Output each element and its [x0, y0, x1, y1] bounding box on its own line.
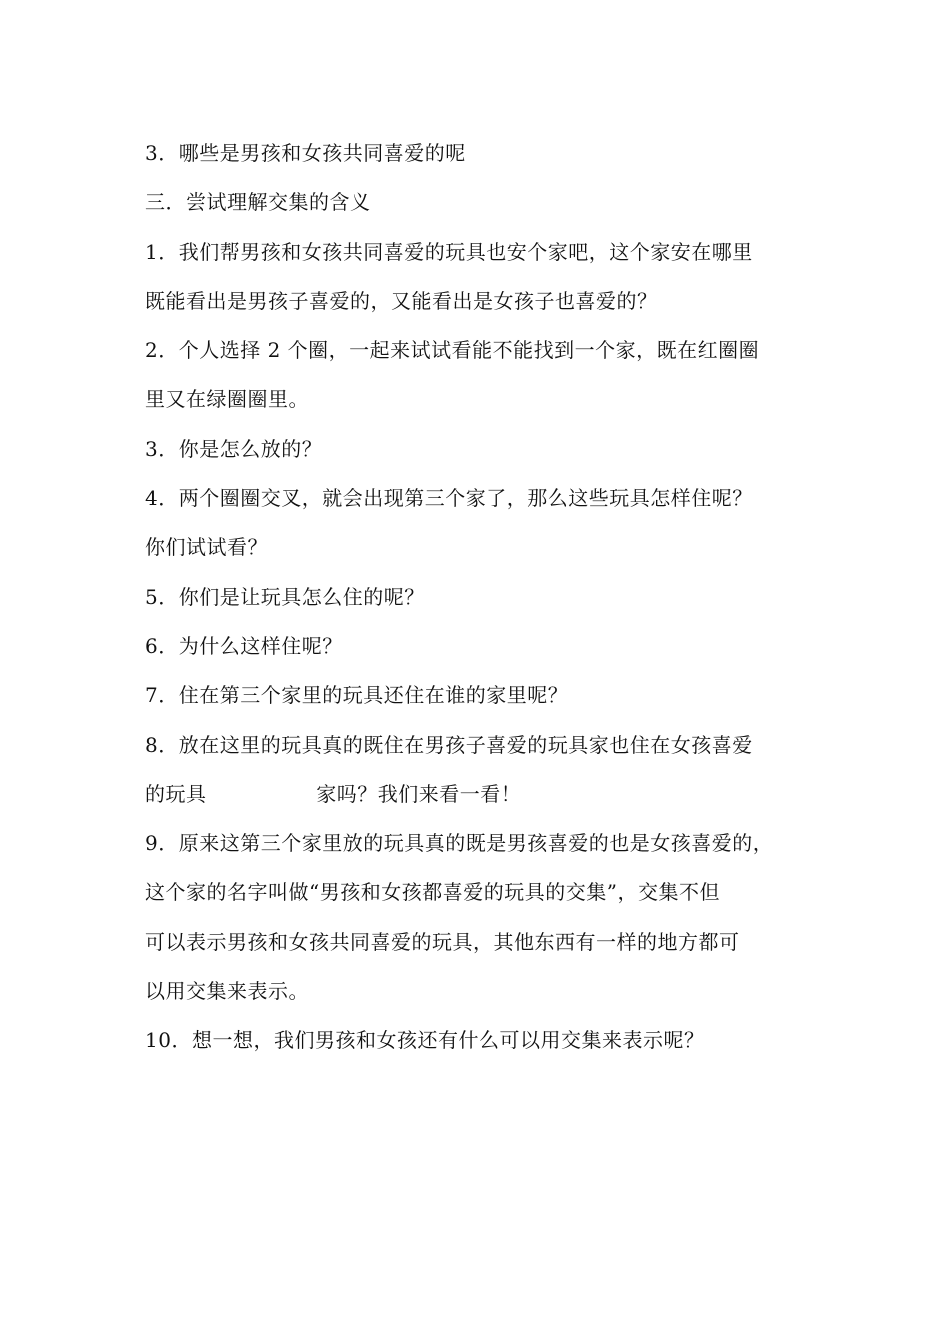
section-heading: 三．尝试理解交集的含义	[145, 190, 371, 215]
item-9-line-4: 以用交集来表示。	[145, 979, 309, 1004]
item-2-line-2: 里又在绿圈圈里。	[145, 387, 309, 412]
item-1-line-2: 既能看出是男孩子喜爱的，又能看出是女孩子也喜爱的？	[145, 288, 658, 313]
item-6-line: 6．为什么这样住呢？	[145, 633, 343, 658]
item-8-line-1: 8．放在这里的玩具真的既住在男孩子喜爱的玩具家也住在女孩喜爱	[145, 732, 753, 757]
item-8-line-2: 的玩具 家吗？我们来看一看！	[145, 781, 522, 806]
item-7-line: 7．住在第三个家里的玩具还住在谁的家里呢？	[145, 683, 569, 708]
item-5-line: 5．你们是让玩具怎么住的呢？	[145, 584, 425, 609]
item-9-line-3: 可以表示男孩和女孩共同喜爱的玩具，其他东西有一样的地方都可	[145, 929, 740, 954]
item-4-line-1: 4．两个圈圈交叉，就会出现第三个家了，那么这些玩具怎样住呢？	[145, 486, 753, 511]
item-4-line-2: 你们试试看？	[145, 535, 268, 560]
document-body	[145, 129, 815, 1066]
item-9-line-1: 9．原来这第三个家里放的玩具真的既是男孩喜爱的也是女孩喜爱的，	[145, 831, 774, 856]
item-2-line-1: 2．个人选择 2 个圈，一起来试试看能不能找到一个家，既在红圈圈	[145, 338, 760, 363]
item-10-line: 10．想一想，我们男孩和女孩还有什么可以用交集来表示呢？	[145, 1028, 705, 1053]
item-1-line-1: 1．我们帮男孩和女孩共同喜爱的玩具也安个家吧，这个家安在哪里	[145, 239, 753, 264]
item-3-line: 3．你是怎么放的？	[145, 436, 323, 461]
item-9-line-2: 这个家的名字叫做“男孩和女孩都喜爱的玩具的交集”，交集不但	[145, 880, 720, 905]
question-3-line: 3．哪些是男孩和女孩共同喜爱的呢	[145, 141, 466, 165]
